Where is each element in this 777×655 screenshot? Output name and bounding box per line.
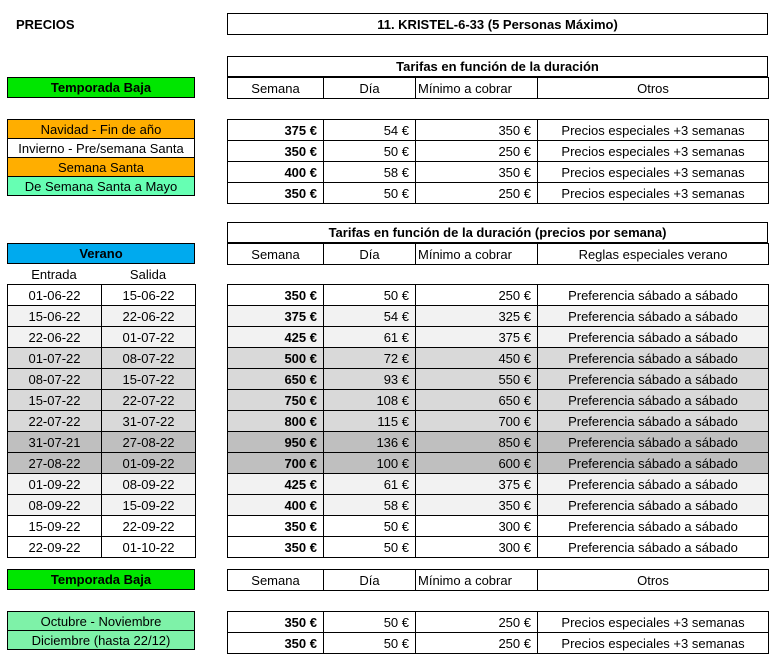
minimo-value: 250 €	[416, 633, 538, 654]
price-row	[228, 306, 769, 327]
minimo-value: 300 €	[416, 537, 538, 558]
low-season-table	[227, 119, 769, 204]
dia-value: 50 €	[324, 141, 416, 162]
salida-value: 31-07-22	[102, 411, 196, 432]
price-row	[228, 495, 769, 516]
date-row	[8, 306, 196, 327]
semana-value: 350 €	[228, 141, 324, 162]
salida-value: 08-07-22	[102, 348, 196, 369]
otros-value: Precios especiales +3 semanas	[538, 633, 769, 654]
regla-value: Preferencia sábado a sábado	[538, 474, 769, 495]
otros-value: Precios especiales +3 semanas	[538, 183, 769, 204]
low-season-2-names	[7, 611, 195, 650]
date-row	[8, 348, 196, 369]
col-semana: Semana	[228, 244, 324, 265]
price-row	[228, 432, 769, 453]
low-season-columns	[227, 77, 769, 99]
dia-value: 61 €	[324, 474, 416, 495]
salida-value: 22-07-22	[102, 390, 196, 411]
minimo-value: 850 €	[416, 432, 538, 453]
col-dia: Día	[324, 78, 416, 99]
col-minimo: Mínimo a cobrar	[416, 570, 538, 591]
date-row	[8, 327, 196, 348]
minimo-value: 250 €	[416, 141, 538, 162]
semana-value: 350 €	[228, 516, 324, 537]
entrada-value: 08-09-22	[8, 495, 102, 516]
col-minimo: Mínimo a cobrar	[416, 78, 538, 99]
semana-value: 800 €	[228, 411, 324, 432]
precios-label: PRECIOS	[16, 16, 75, 32]
entrada-value: 15-06-22	[8, 306, 102, 327]
semana-value: 350 €	[228, 537, 324, 558]
season-name: Octubre - Noviembre	[7, 611, 195, 631]
salida-label: Salida	[129, 266, 167, 282]
dia-value: 61 €	[324, 327, 416, 348]
low-season-names	[7, 119, 195, 196]
date-row	[8, 411, 196, 432]
minimo-value: 550 €	[416, 369, 538, 390]
entrada-value: 27-08-22	[8, 453, 102, 474]
entrada-label: Entrada	[31, 266, 77, 282]
col-minimo: Mínimo a cobrar	[416, 244, 538, 265]
minimo-value: 450 €	[416, 348, 538, 369]
low-season-2-label: Temporada Baja	[7, 569, 195, 590]
col-reglas: Reglas especiales verano	[538, 244, 769, 265]
otros-value: Precios especiales +3 semanas	[538, 141, 769, 162]
summer-prices-table	[227, 284, 769, 558]
entrada-value: 22-09-22	[8, 537, 102, 558]
date-row	[8, 516, 196, 537]
minimo-value: 350 €	[416, 120, 538, 141]
entrada-value: 15-09-22	[8, 516, 102, 537]
minimo-value: 350 €	[416, 162, 538, 183]
price-row	[228, 612, 769, 633]
price-row	[228, 411, 769, 432]
semana-value: 950 €	[228, 432, 324, 453]
otros-value: Precios especiales +3 semanas	[538, 162, 769, 183]
semana-value: 375 €	[228, 120, 324, 141]
property-title: 11. KRISTEL-6-33 (5 Personas Máximo)	[227, 13, 768, 35]
price-row	[228, 162, 769, 183]
semana-value: 750 €	[228, 390, 324, 411]
summer-dates-table	[7, 284, 196, 558]
semana-value: 400 €	[228, 495, 324, 516]
entrada-value: 22-07-22	[8, 411, 102, 432]
date-row	[8, 285, 196, 306]
price-row	[228, 390, 769, 411]
season-name: Semana Santa	[7, 157, 195, 177]
summer-columns	[227, 243, 769, 265]
entrada-value: 15-07-22	[8, 390, 102, 411]
regla-value: Preferencia sábado a sábado	[538, 495, 769, 516]
dia-value: 54 €	[324, 306, 416, 327]
date-row	[8, 537, 196, 558]
dia-value: 50 €	[324, 633, 416, 654]
minimo-value: 350 €	[416, 495, 538, 516]
dia-value: 54 €	[324, 120, 416, 141]
semana-value: 500 €	[228, 348, 324, 369]
col-semana: Semana	[228, 570, 324, 591]
col-otros: Otros	[538, 570, 769, 591]
minimo-value: 600 €	[416, 453, 538, 474]
minimo-value: 250 €	[416, 285, 538, 306]
price-row	[228, 633, 769, 654]
semana-value: 425 €	[228, 327, 324, 348]
price-row	[228, 183, 769, 204]
regla-value: Preferencia sábado a sábado	[538, 537, 769, 558]
date-row	[8, 432, 196, 453]
minimo-value: 250 €	[416, 183, 538, 204]
regla-value: Preferencia sábado a sábado	[538, 516, 769, 537]
regla-value: Preferencia sábado a sábado	[538, 348, 769, 369]
regla-value: Preferencia sábado a sábado	[538, 369, 769, 390]
regla-value: Preferencia sábado a sábado	[538, 432, 769, 453]
semana-value: 350 €	[228, 612, 324, 633]
salida-value: 27-08-22	[102, 432, 196, 453]
semana-value: 350 €	[228, 633, 324, 654]
semana-value: 350 €	[228, 183, 324, 204]
dia-value: 50 €	[324, 285, 416, 306]
dia-value: 72 €	[324, 348, 416, 369]
regla-value: Preferencia sábado a sábado	[538, 327, 769, 348]
semana-value: 650 €	[228, 369, 324, 390]
dia-value: 50 €	[324, 183, 416, 204]
season-name: Diciembre (hasta 22/12)	[7, 630, 195, 650]
price-row	[228, 327, 769, 348]
dia-value: 115 €	[324, 411, 416, 432]
semana-value: 400 €	[228, 162, 324, 183]
price-row	[228, 537, 769, 558]
minimo-value: 300 €	[416, 516, 538, 537]
salida-value: 08-09-22	[102, 474, 196, 495]
salida-value: 22-09-22	[102, 516, 196, 537]
regla-value: Preferencia sábado a sábado	[538, 306, 769, 327]
otros-value: Precios especiales +3 semanas	[538, 612, 769, 633]
price-row	[228, 516, 769, 537]
date-row	[8, 474, 196, 495]
season-name: De Semana Santa a Mayo	[7, 176, 195, 196]
dia-value: 58 €	[324, 495, 416, 516]
col-otros: Otros	[538, 78, 769, 99]
minimo-value: 700 €	[416, 411, 538, 432]
dia-value: 50 €	[324, 537, 416, 558]
minimo-value: 650 €	[416, 390, 538, 411]
low-season-2-columns	[227, 569, 769, 591]
regla-value: Preferencia sábado a sábado	[538, 453, 769, 474]
price-row	[228, 348, 769, 369]
regla-value: Preferencia sábado a sábado	[538, 285, 769, 306]
minimo-value: 375 €	[416, 474, 538, 495]
price-row	[228, 369, 769, 390]
salida-value: 01-09-22	[102, 453, 196, 474]
low-season-header-title: Tarifas en función de la duración	[227, 56, 768, 77]
season-name: Invierno - Pre/semana Santa	[7, 138, 195, 158]
date-row	[8, 453, 196, 474]
price-row	[228, 453, 769, 474]
price-row	[228, 285, 769, 306]
col-dia: Día	[324, 570, 416, 591]
dia-value: 50 €	[324, 516, 416, 537]
low-season-label: Temporada Baja	[7, 77, 195, 98]
date-row	[8, 369, 196, 390]
otros-value: Precios especiales +3 semanas	[538, 120, 769, 141]
price-row	[228, 141, 769, 162]
minimo-value: 325 €	[416, 306, 538, 327]
entrada-value: 01-06-22	[8, 285, 102, 306]
semana-value: 425 €	[228, 474, 324, 495]
entrada-value: 31-07-21	[8, 432, 102, 453]
dia-value: 108 €	[324, 390, 416, 411]
minimo-value: 250 €	[416, 612, 538, 633]
date-row	[8, 390, 196, 411]
entrada-value: 22-06-22	[8, 327, 102, 348]
price-row	[228, 474, 769, 495]
summer-label: Verano	[7, 243, 195, 264]
dia-value: 58 €	[324, 162, 416, 183]
semana-value: 700 €	[228, 453, 324, 474]
entrada-value: 01-07-22	[8, 348, 102, 369]
salida-value: 01-10-22	[102, 537, 196, 558]
summer-header-title: Tarifas en función de la duración (precios por semana)	[227, 222, 768, 243]
salida-value: 15-06-22	[102, 285, 196, 306]
low-season-2-table	[227, 611, 769, 654]
entrada-value: 01-09-22	[8, 474, 102, 495]
regla-value: Preferencia sábado a sábado	[538, 411, 769, 432]
dia-value: 136 €	[324, 432, 416, 453]
date-row	[8, 495, 196, 516]
semana-value: 375 €	[228, 306, 324, 327]
salida-value: 15-07-22	[102, 369, 196, 390]
dia-value: 93 €	[324, 369, 416, 390]
dia-value: 100 €	[324, 453, 416, 474]
salida-value: 01-07-22	[102, 327, 196, 348]
col-dia: Día	[324, 244, 416, 265]
regla-value: Preferencia sábado a sábado	[538, 390, 769, 411]
dia-value: 50 €	[324, 612, 416, 633]
col-semana: Semana	[228, 78, 324, 99]
salida-value: 15-09-22	[102, 495, 196, 516]
semana-value: 350 €	[228, 285, 324, 306]
minimo-value: 375 €	[416, 327, 538, 348]
salida-value: 22-06-22	[102, 306, 196, 327]
season-name: Navidad - Fin de año	[7, 119, 195, 139]
entrada-value: 08-07-22	[8, 369, 102, 390]
price-row	[228, 120, 769, 141]
